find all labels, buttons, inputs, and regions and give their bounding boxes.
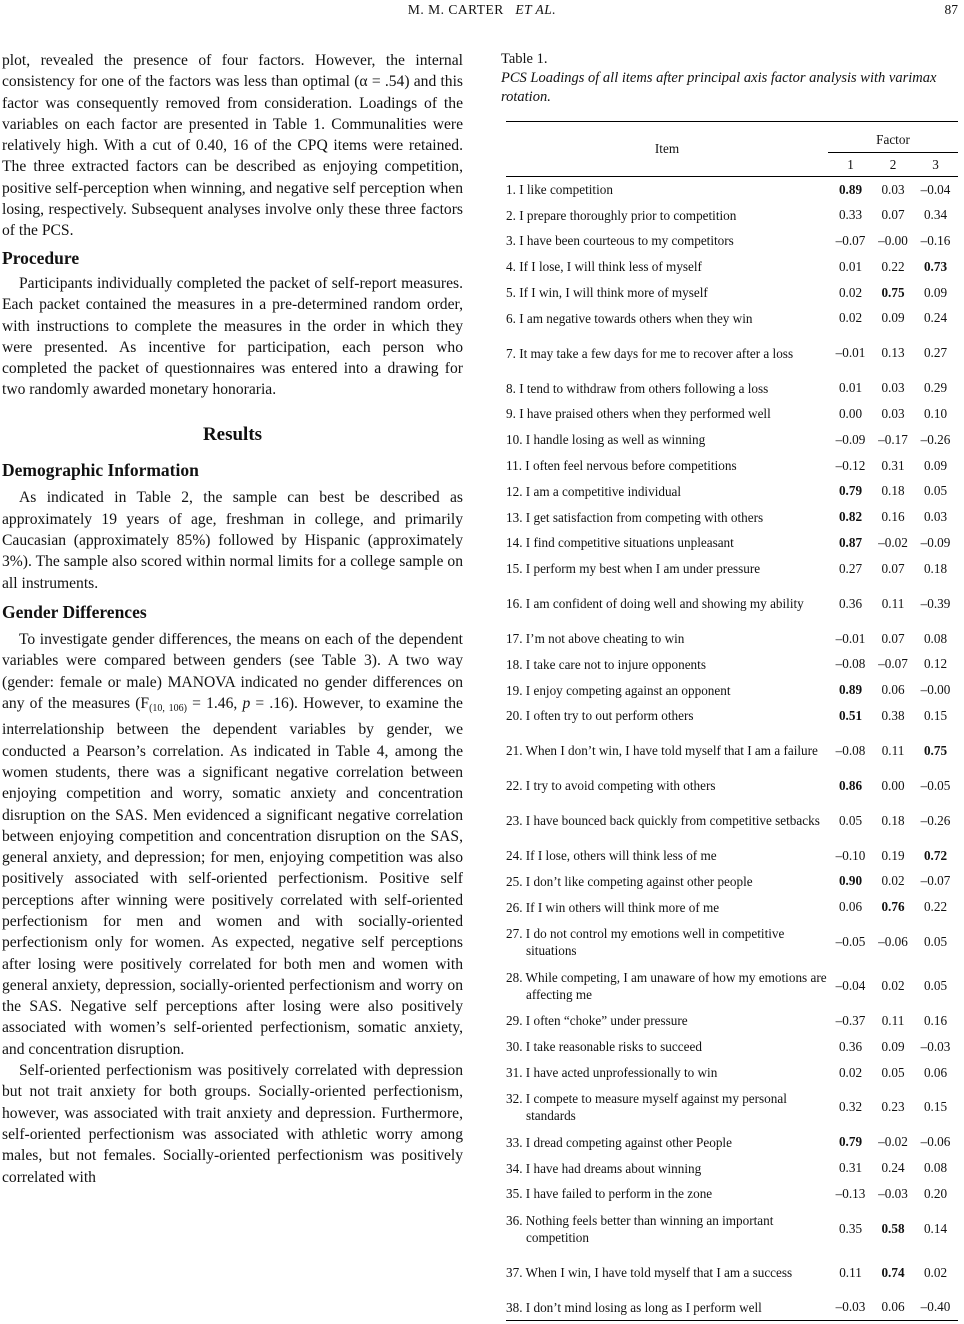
table-row: [506, 228, 958, 254]
paragraph-procedure: Participants individually completed the packet of self-report measures. Each packet contained the measures in a pre-determined random order, with instructions to complete the measures in the order in which they were presented. As incentive for participation, each person who completed the packet of questionnaires was entered into a drawing for two randomly awarded monetary honoraria.: [2, 274, 463, 399]
table-row: [506, 280, 958, 306]
factor-2-loading: 0.31: [881, 457, 905, 473]
table-row: [506, 177, 958, 203]
factor-3-loading: 0.73: [923, 258, 948, 274]
item-cell: [506, 1207, 828, 1251]
table-row: [506, 868, 958, 894]
factor-2-loading: 0.18: [881, 483, 905, 499]
table-row: [506, 1251, 958, 1295]
factor-1-loading: 0.02: [838, 1064, 863, 1080]
item-cell: [506, 964, 828, 1008]
item-cell: [506, 703, 828, 729]
table-row: [506, 843, 958, 869]
factor-2-loading: 0.06: [881, 682, 905, 698]
table-row: [506, 799, 958, 843]
factor-1-loading: –0.07: [835, 232, 866, 248]
factor-column-header: Factor: [828, 122, 958, 153]
factor-3-loading: 0.02: [923, 1264, 948, 1280]
factor-2-loading: –0.03: [878, 1185, 908, 1201]
item-text: 7. It may take a few days for me to recover after a loss: [506, 345, 794, 361]
factor-1-loading: 0.36: [838, 1038, 863, 1054]
item-column-header: Item: [506, 122, 828, 177]
item-cell: [506, 1295, 828, 1321]
factor-2-loading: 0.09: [881, 1038, 905, 1054]
factor-1-loading: 0.82: [838, 509, 863, 525]
factor-2-loading: 0.11: [881, 742, 905, 758]
factor-2-loading: 0.03: [881, 405, 905, 421]
factor-1-loading: 0.36: [838, 595, 863, 611]
table-row: [506, 375, 958, 401]
factor-2-loading: –0.00: [878, 232, 908, 248]
table-caption: [501, 50, 963, 107]
factor-2-loading: 0.07: [881, 207, 905, 223]
item-cell: [506, 331, 828, 375]
factor-3-loading: –0.03: [920, 1038, 951, 1054]
item-text: 32. I compete to measure myself against my personal standards: [506, 1091, 787, 1124]
factor-2-header: 2: [873, 153, 913, 177]
factor-3-loading: 0.09: [923, 457, 948, 473]
factor-3-loading: –0.09: [920, 534, 951, 550]
table-row: [506, 1181, 958, 1207]
factor-2-loading: 0.06: [873, 1295, 913, 1321]
item-text: 28. While competing, I am unaware of how my emotions are affecting me: [506, 970, 827, 1003]
table-row: [506, 1207, 958, 1251]
factor-2-loading: 0.38: [881, 707, 905, 723]
table-row: [506, 401, 958, 427]
factor-3-loading: –0.16: [920, 232, 951, 248]
factor-3-loading: 0.27: [923, 345, 948, 361]
factor-2-loading: 0.22: [881, 258, 905, 274]
factor-3-loading: 0.15: [923, 707, 948, 723]
table-row: [506, 703, 958, 729]
running-header: [0, 0, 964, 28]
table-row: [506, 427, 958, 453]
table-row: [506, 1034, 958, 1060]
factor-3-loading: 0.05: [923, 934, 948, 950]
table-row: [506, 582, 958, 626]
factor-1-loading: –0.13: [835, 1185, 866, 1201]
factor-3-loading: 0.09: [923, 284, 948, 300]
factor-1-loading: 0.00: [838, 405, 863, 421]
factor-2-loading: 0.07: [881, 560, 905, 576]
factor-3-loading: –0.40: [913, 1295, 958, 1321]
item-cell: [506, 177, 828, 203]
factor-1-loading: 0.33: [838, 207, 863, 223]
table-row: [506, 504, 958, 530]
item-text: 4. If I lose, I will think less of myself: [506, 259, 702, 275]
factor-1-loading: 0.89: [838, 682, 863, 698]
item-cell: [506, 894, 828, 920]
factor-3-loading: 0.12: [923, 656, 948, 672]
factor-3-loading: 0.34: [923, 207, 948, 223]
factor-1-loading: 0.89: [838, 181, 863, 197]
item-text: 13. I get satisfaction from competing with others: [506, 509, 764, 525]
factor-1-loading: 0.79: [838, 1134, 863, 1150]
table-row: [506, 478, 958, 504]
factor-3-loading: 0.75: [923, 742, 948, 758]
factor-3-loading: 0.16: [923, 1012, 948, 1028]
factor-3-loading: 0.22: [923, 899, 948, 915]
factor-3-loading: 0.05: [923, 978, 948, 994]
factor-1-loading: –0.08: [835, 742, 866, 758]
item-text: 35. I have failed to perform in the zone: [506, 1186, 713, 1202]
item-cell: [506, 1034, 828, 1060]
factor-3-loading: 0.14: [923, 1220, 948, 1236]
factor-1-loading: 0.27: [838, 560, 863, 576]
factor-2-loading: 0.05: [881, 1064, 905, 1080]
factor-1-loading: 0.01: [838, 258, 863, 274]
factor-3-loading: –0.05: [920, 777, 951, 793]
item-cell: [506, 427, 828, 453]
item-cell: [506, 280, 828, 306]
item-cell: [506, 478, 828, 504]
factor-2-loading: 0.75: [881, 284, 905, 300]
factor-3-loading: –0.04: [920, 181, 951, 197]
item-cell: [506, 305, 828, 331]
factor-1-loading: –0.04: [835, 978, 866, 994]
heading-gender-differences: Gender Differences: [2, 601, 147, 622]
factor-3-loading: 0.06: [923, 1064, 948, 1080]
item-text: 23. I have bounced back quickly from competitive setbacks: [506, 813, 820, 829]
factor-2-loading: 0.18: [881, 812, 905, 828]
item-text: 38. I don’t mind losing as long as I perform well: [506, 1299, 762, 1315]
item-cell: [506, 1251, 828, 1295]
item-text: 17. I’m not above cheating to win: [506, 631, 685, 647]
item-cell: [506, 773, 828, 799]
item-cell: [506, 228, 828, 254]
item-cell: [506, 868, 828, 894]
item-cell: [506, 920, 828, 964]
table-row: [506, 773, 958, 799]
item-text: 36. Nothing feels better than winning an important competition: [506, 1212, 774, 1245]
factor-2-loading: 0.23: [881, 1099, 905, 1115]
item-cell: [506, 453, 828, 479]
factor-2-loading: 0.76: [881, 899, 905, 915]
item-text: 20. I often try to out perform others: [506, 708, 694, 724]
factor-1-loading: 0.05: [838, 812, 863, 828]
factor-2-loading: 0.00: [881, 777, 905, 793]
item-cell: [506, 556, 828, 582]
factor-3-loading: –0.26: [920, 812, 951, 828]
paragraph-factors: plot, revealed the presence of four factors. However, the internal consistency for one of the factors was less than optimal (α = .54) and this factor was consequently removed from consideration. Loadings of the variables on each factor are presented in Table 1. Communalities were relatively high. With a cut of 0.40, 16 of the CPQ items were retained. The three extracted factors can be described as enjoying competition, positive self-perception when winning, and negative self perception when losing, respectively. Subsequent analyses involve only these three factors of the PCS.: [2, 52, 463, 240]
right-column: [501, 50, 963, 1321]
factor-1-loading: –0.01: [835, 630, 866, 646]
table-title: PCS Loadings of all items after principal axis factor analysis with varimax rotation.: [501, 70, 937, 105]
item-text: 12. I am a competitive individual: [506, 483, 682, 499]
item-cell: [506, 1085, 828, 1129]
table-row: [506, 1295, 958, 1321]
factor-3-loading: –0.39: [920, 595, 951, 611]
factor-1-loading: –0.05: [835, 934, 866, 950]
factor-3-loading: 0.29: [923, 380, 948, 396]
table-label: Table 1.: [501, 51, 548, 67]
item-cell: [506, 1129, 828, 1155]
item-cell: [506, 582, 828, 626]
factor-1-loading: –0.09: [835, 431, 866, 447]
paragraph-gender-differences: To investigate gender differences, the means on each of the dependent variables were compared between genders (see Table 3). A two way (gender: female or male) MANOVA indicated no gender differences on any of the measures ($F_{(10, 106)} = 1.46$, p = .16). However, to examine the interrelationship between the dependent variables by gender, we conducted a Pearson’s correlation. As indicated in Table 4, among the women students, there was a significant negative correlation between enjoying competition and worry, somatic anxiety and concentration disruption on the SAS. Men evidenced a significant negative correlation between enjoying competition and concentration disruption on the SAS, general anxiety, and depression; for men, enjoying competition was also positively associated with self-oriented perfectionism. Positive self perceptions after winning were positively correlated with self-oriented perfectionism for men and women and with socially-oriented perfectionism only for women. As expected, negative self perceptions after losing were positively correlated for both men and women with general anxiety, depression, socially-oriented perfectionism and worry on the SAS. Negative self perceptions after losing were also positively associated with women’s self-oriented perfectionism, somatic anxiety, and concentration disruption.: [2, 631, 463, 1058]
factor-1-loading: 0.35: [838, 1220, 863, 1236]
factor-3-loading: 0.08: [923, 1160, 948, 1176]
factor-1-loading: –0.08: [835, 656, 866, 672]
item-cell: [506, 530, 828, 556]
factor-2-loading: 0.03: [881, 181, 905, 197]
item-cell: [506, 1060, 828, 1086]
item-text: 5. If I win, I will think more of myself: [506, 285, 708, 301]
factor-3-loading: 0.24: [923, 310, 948, 326]
factor-1-loading: 0.31: [838, 1160, 863, 1176]
factor-2-loading: 0.09: [881, 310, 905, 326]
item-text: 27. I do not control my emotions well in competitive situations: [506, 926, 785, 959]
item-text: 31. I have acted unprofessionally to win: [506, 1065, 718, 1081]
table-row: [506, 331, 958, 375]
factor-3-loading: 0.15: [923, 1099, 948, 1115]
item-cell: [506, 1155, 828, 1181]
item-text: 18. I take care not to injure opponents: [506, 656, 706, 672]
factor-3-loading: 0.05: [923, 483, 948, 499]
paragraph-demographic: As indicated in Table 2, the sample can best be described as approximately 19 years of age, freshman in college, and primarily Caucasian (approximately 85%) followed by Hispanic (approximately 3%). The sample also scored within normal limits for a college sample on all instruments.: [2, 489, 463, 592]
factor-1-loading: 0.11: [839, 1264, 862, 1280]
item-cell: [506, 1181, 828, 1207]
factor-3-loading: 0.18: [923, 560, 948, 576]
factor-1-loading: –0.12: [835, 457, 866, 473]
item-cell: [506, 651, 828, 677]
header-authors: M. M. CARTER ET AL.: [407, 2, 557, 17]
table-row: [506, 254, 958, 280]
item-cell: [506, 799, 828, 843]
item-cell: [506, 202, 828, 228]
item-text: 9. I have praised others when they performed well: [506, 406, 771, 422]
table-row: [506, 651, 958, 677]
item-text: 8. I tend to withdraw from others following a loss: [506, 380, 769, 396]
factor-3-loading: 0.72: [923, 847, 948, 863]
factor-2-loading: 0.74: [881, 1264, 905, 1280]
factor-3-loading: –0.06: [920, 1134, 951, 1150]
item-text: 21. When I don’t win, I have told myself that I am a failure: [506, 743, 818, 759]
item-text: 25. I don’t like competing against other people: [506, 873, 753, 889]
table-row: [506, 1008, 958, 1034]
table-row: [506, 1085, 958, 1129]
factor-3-loading: –0.07: [920, 873, 951, 889]
item-text: 10. I handle losing as well as winning: [506, 432, 706, 448]
factor-1-header: 1: [828, 153, 873, 177]
factor-2-loading: 0.19: [881, 847, 905, 863]
item-text: 14. I find competitive situations unpleasant: [506, 535, 734, 551]
factor-1-loading: 0.51: [838, 707, 863, 723]
heading-results: Results: [202, 423, 263, 445]
factor-1-loading: 0.01: [838, 380, 863, 396]
item-cell: [506, 626, 828, 652]
factor-2-loading: 0.02: [881, 978, 905, 994]
table-row: [506, 894, 958, 920]
factor-1-loading: 0.86: [838, 777, 863, 793]
page-number: 87: [944, 2, 958, 17]
item-text: 11. I often feel nervous before competitions: [506, 458, 737, 474]
item-text: 26. If I win others will think more of me: [506, 899, 720, 915]
factor-2-loading: –0.07: [878, 656, 908, 672]
item-text: 30. I take reasonable risks to succeed: [506, 1039, 702, 1055]
paragraph-perfectionism: Self-oriented perfectionism was positively correlated with depression but not trait anxiety for both groups. Socially-oriented perfectionism, however, was associated with trait anxiety and depression. Furthermore, self-oriented perfectionism was associated with athletic worry among males, but not females. Socially-oriented perfectionism was positively correlated with: [2, 1062, 463, 1186]
item-text: 22. I try to avoid competing with others: [506, 778, 716, 794]
factor-2-loading: 0.13: [881, 345, 905, 361]
item-cell: [506, 677, 828, 703]
heading-demographic: Demographic Information: [2, 460, 199, 481]
table-row: [506, 1060, 958, 1086]
factor-2-loading: 0.16: [881, 509, 905, 525]
item-text: 34. I have had dreams about winning: [506, 1160, 702, 1176]
factor-3-loading: 0.03: [923, 509, 948, 525]
factor-3-header: 3: [913, 153, 958, 177]
factor-2-loading: –0.17: [878, 431, 908, 447]
table-row: [506, 1155, 958, 1181]
table-row: [506, 202, 958, 228]
factor-2-loading: 0.07: [881, 630, 905, 646]
factor-1-loading: 0.02: [838, 284, 863, 300]
factor-1-loading: 0.87: [838, 534, 863, 550]
factor-3-loading: 0.10: [923, 405, 948, 421]
table-row: [506, 1129, 958, 1155]
factor-1-loading: –0.37: [835, 1012, 866, 1028]
factor-2-loading: 0.03: [881, 380, 905, 396]
item-text: 19. I enjoy competing against an opponent: [506, 682, 731, 698]
item-text: 15. I perform my best when I am under pressure: [506, 561, 761, 577]
table-row: [506, 556, 958, 582]
factor-1-loading: 0.06: [838, 899, 863, 915]
item-cell: [506, 1008, 828, 1034]
factor-1-loading: –0.03: [828, 1295, 873, 1321]
factor-1-loading: 0.90: [838, 873, 863, 889]
item-text: 24. If I lose, others will think less of me: [506, 848, 717, 864]
factor-2-loading: 0.24: [881, 1160, 905, 1176]
factor-2-loading: 0.58: [881, 1220, 905, 1236]
left-column: [2, 50, 463, 1188]
item-cell: [506, 504, 828, 530]
factor-1-loading: –0.10: [835, 847, 866, 863]
table-row: [506, 530, 958, 556]
item-text: 16. I am confident of doing well and showing my ability: [506, 596, 804, 612]
factor-3-loading: –0.26: [920, 431, 951, 447]
heading-procedure: Procedure: [2, 247, 80, 268]
factor-3-loading: –0.00: [920, 682, 951, 698]
factor-2-loading: –0.06: [878, 934, 908, 950]
table-row: [506, 305, 958, 331]
table-row: [506, 453, 958, 479]
item-cell: [506, 375, 828, 401]
item-text: 2. I prepare thoroughly prior to competition: [506, 207, 737, 223]
item-cell: [506, 254, 828, 280]
factor-1-loading: –0.01: [835, 345, 866, 361]
item-text: 37. When I win, I have told myself that I am a success: [506, 1265, 793, 1281]
table-row: [506, 677, 958, 703]
loadings-table: [506, 121, 958, 1321]
item-text: 1. I like competition: [506, 182, 613, 198]
factor-2-loading: –0.02: [878, 1134, 908, 1150]
factor-3-loading: 0.08: [923, 630, 948, 646]
item-text: 3. I have been courteous to my competitors: [506, 233, 734, 249]
item-text: 6. I am negative towards others when they win: [506, 310, 753, 326]
item-cell: [506, 729, 828, 773]
table-row: [506, 964, 958, 1008]
table-row: [506, 729, 958, 773]
factor-1-loading: 0.02: [838, 310, 863, 326]
item-cell: [506, 401, 828, 427]
table-row: [506, 920, 958, 964]
factor-3-loading: 0.20: [923, 1185, 948, 1201]
table-row: [506, 626, 958, 652]
factor-1-loading: 0.32: [838, 1099, 863, 1115]
factor-2-loading: –0.02: [878, 534, 908, 550]
factor-2-loading: 0.11: [881, 1012, 905, 1028]
item-text: 29. I often “choke” under pressure: [506, 1013, 688, 1029]
item-cell: [506, 843, 828, 869]
item-text: 33. I dread competing against other People: [506, 1134, 732, 1150]
factor-2-loading: 0.11: [881, 595, 905, 611]
factor-1-loading: 0.79: [838, 483, 863, 499]
factor-2-loading: 0.02: [881, 873, 905, 889]
